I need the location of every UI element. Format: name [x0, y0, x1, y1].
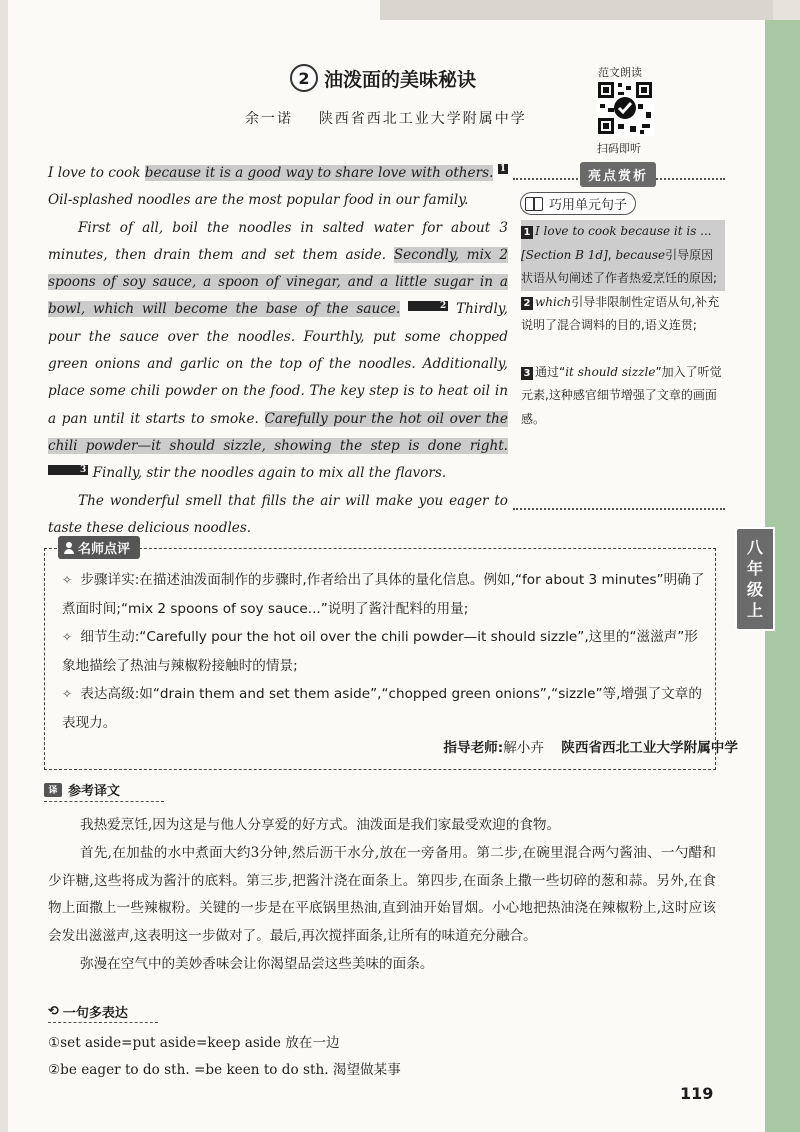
essay-body — [48, 160, 508, 542]
note: 引导非限制性定语从句,补充说明了混合调料的目的,语义连贯; — [521, 294, 720, 332]
book-icon — [525, 197, 543, 211]
essay-text: Finally, stir the noodles again to mix all the flavors. — [88, 465, 447, 482]
article-number: 2 — [290, 64, 318, 92]
multi-expression-underline — [48, 1022, 158, 1023]
sparkle-icon: ✧ — [62, 630, 73, 644]
sparkle-icon: ✧ — [62, 687, 73, 701]
review-text: 细节生动:“Carefully pour the hot oil over the chili powder—it should sizzle”,这里的“滋滋声”形象地描绘了热油与辣椒粉接触时的情景; — [62, 629, 698, 674]
section-ref: [Section B 1d] — [521, 247, 608, 262]
essay-paragraph-1 — [48, 160, 508, 215]
note: 引导原因状语从句阐述了作者热爱烹饪的原因; — [521, 247, 718, 285]
translation-body — [48, 812, 716, 979]
translation-heading-text: 参考译文 — [68, 784, 121, 799]
multi-expression-body — [48, 1030, 401, 1084]
qr-bottom-label: 扫码即听 — [597, 142, 641, 155]
tab-char: 八 — [746, 538, 763, 557]
review-body — [62, 566, 710, 737]
sidebar-item-3 — [521, 361, 725, 432]
translate-icon: 译 — [44, 783, 62, 797]
author-name: 余一诺 — [245, 111, 293, 127]
essay-text: Oil-splashed noodles are the most popular food in our family. — [48, 192, 469, 209]
tab-char: 年 — [746, 559, 763, 578]
review-tag — [58, 536, 140, 559]
teacher-name: 解小卉 — [503, 740, 544, 756]
sidebar-heading-text: 巧用单元句子 — [549, 198, 628, 213]
multi-expression-2: ②be eager to do sth. =be keen to do sth. 渴望做某事 — [48, 1062, 401, 1078]
multi-expression-heading — [48, 1002, 128, 1021]
multi-expression-heading-text: 一句多表达 — [62, 1006, 128, 1021]
sidebar-body — [521, 220, 725, 431]
note: 通过“ — [535, 364, 566, 379]
tab-char: 级 — [746, 580, 763, 599]
highlight-3: Carefully pour the hot oil over the chili powder—it should sizzle, showing the step is done right. — [48, 410, 508, 454]
quote: it should sizzle — [565, 364, 656, 379]
cycle-icon: ⟲ — [48, 1004, 59, 1019]
essay-text: Thirdly, pour the sauce over the noodles. Fourthly, put some chopped green onions and garlic on the top of the noodles. Additionally, place some chili powder on the food. The key step is to heat oil in a pan until it starts to smoke. — [48, 301, 509, 427]
sparkle-icon: ✧ — [62, 573, 73, 587]
teacher-school: 陕西省西北工业大学附属中学 — [561, 740, 738, 756]
highlight-1: because it is a good way to share love with others. — [144, 165, 494, 181]
item-number-1: 1 — [521, 226, 533, 239]
highlight-marker-1: 1 — [499, 164, 506, 175]
keyword: which — [535, 294, 572, 309]
review-item-3 — [62, 680, 710, 737]
review-item-1 — [62, 566, 710, 623]
translation-heading — [44, 780, 120, 799]
qr-code[interactable] — [596, 80, 654, 136]
translation-underline — [44, 801, 164, 802]
author-line — [245, 108, 527, 128]
item-number-3: 3 — [521, 367, 533, 380]
punct: , — [607, 247, 616, 262]
essay-text: I love to cook — [48, 165, 145, 181]
essay-paragraph-2 — [48, 215, 508, 488]
keyword: because — [615, 247, 666, 262]
quote: I love to cook because it is ... — [535, 224, 712, 238]
grade-tab[interactable] — [735, 527, 775, 631]
top-strip — [380, 0, 773, 20]
article-title: 油泼面的美味秘诀 — [324, 68, 477, 91]
translation-paragraph-2: 首先,在加盐的水中煮面大约3分钟,然后沥干水分,放在一旁备用。第二步,在碗里混合两勺酱油、一勺醋和少许糖,这些将成为酱汁的底料。第三步,把酱汁浇在面条上。第四步,在面条上撒一些切碎的葱和蒜。另外,在食物上面撒上一些辣椒粉。关键的一步是在平底锅里热油,直到油开始冒烟。小心地把热油浇在辣椒粉上,这时应该会发出滋滋声,这表明这一步做对了。最后,再次搅拌面条,让所有的味道充分融合。 — [48, 844, 716, 945]
sidebar-item-2 — [521, 291, 725, 338]
teacher-credit — [443, 736, 738, 756]
sidebar-heading — [520, 192, 636, 215]
sidebar-item-1 — [521, 220, 725, 291]
translation-paragraph-3: 弥漫在空气中的美妙香味会让你渴望品尝这些美味的面条。 — [80, 955, 434, 972]
tab-char: 上 — [746, 601, 763, 620]
review-text: 步骤详实:在描述油泼面制作的步骤时,作者给出了具体的量化信息。例如,“for about 3 minutes”明确了煮面时间;“mix 2 spoons of soy sauce...”说明了酱汁配料的用量; — [62, 572, 705, 617]
essay-text: First of all, boil the noodles in salted water for about 3 minutes, then drain them and set them aside. — [48, 219, 508, 263]
article-title-row — [290, 64, 476, 92]
translation-paragraph-1: 我热爱烹饪,因为这是与他人分享爱的好方式。油泼面是我们家最受欢迎的食物。 — [80, 817, 561, 833]
page-number: 119 — [680, 1084, 714, 1103]
teacher-label: 指导老师: — [443, 740, 504, 756]
highlight-2: Secondly, mix 2 spoons of soy sauce, a spoon of vinegar, and a little sugar in a bowl, which will become the base of the sauce. — [48, 246, 508, 318]
item-number-2: 2 — [521, 297, 533, 310]
multi-expression-1: ①set aside=put aside=keep aside 放在一边 — [48, 1035, 340, 1051]
sidebar-tag: 亮点赏析 — [580, 162, 656, 187]
note: ”加入了听觉元素,这种感官细节增强了文章的画面感。 — [521, 364, 722, 426]
teacher-icon — [64, 542, 74, 554]
author-school: 陕西省西北工业大学附属中学 — [318, 111, 527, 127]
qr-top-label: 范文朗读 — [598, 66, 642, 79]
essay-paragraph-3: The wonderful smell that fills the air will make you eager to taste these delicious noodles. — [48, 492, 508, 536]
review-item-2 — [62, 623, 710, 680]
highlight-marker-3: 3 — [48, 465, 88, 475]
review-text: 表达高级:如“drain them and set them aside”,“chopped green onions”,“sizzle”等,增强了文章的表现力。 — [62, 686, 702, 731]
highlight-marker-2: 2 — [408, 301, 448, 311]
sidebar-bottom-border — [513, 508, 725, 510]
review-tag-text: 名师点评 — [78, 542, 131, 557]
